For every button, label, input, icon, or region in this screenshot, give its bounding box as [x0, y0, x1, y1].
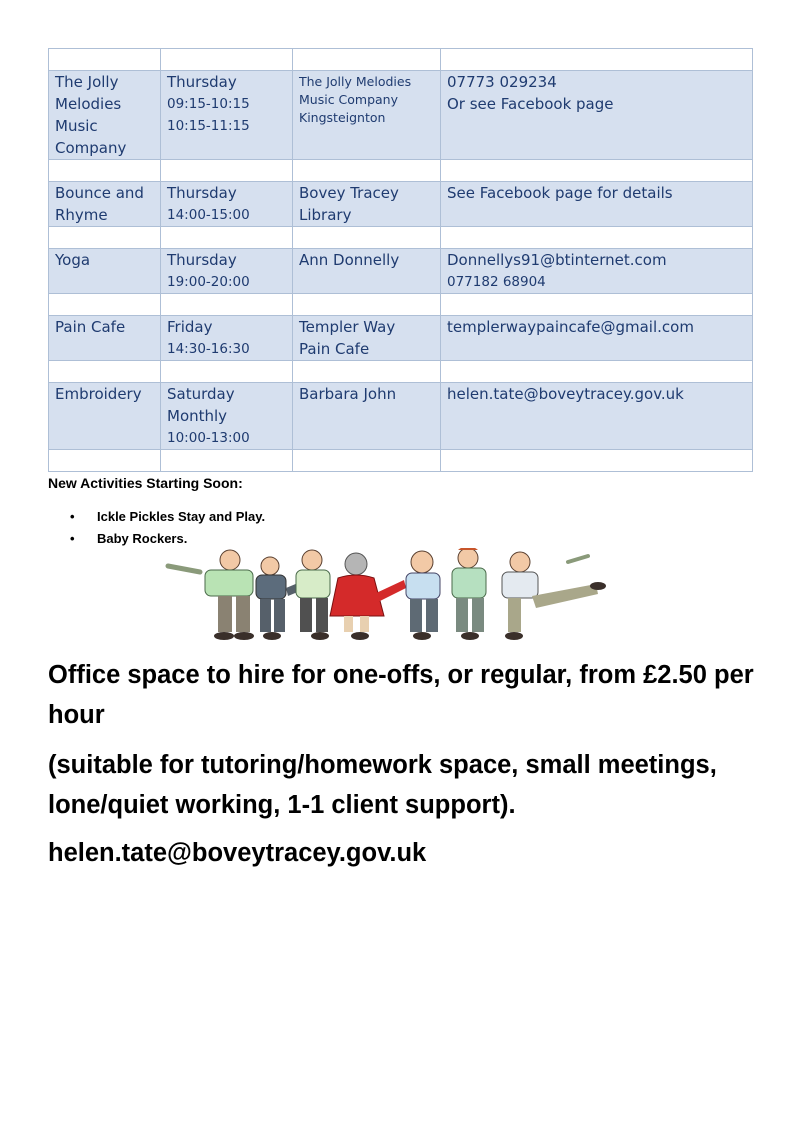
activity-contact-cell: Donnellys91@btinternet.com 077182 68904 — [441, 249, 753, 294]
new-activities-heading: New Activities Starting Soon: — [48, 475, 243, 491]
activity-name-cell: Yoga — [49, 249, 161, 294]
table-spacer-row — [49, 227, 753, 249]
activity-contact-cell: See Facebook page for details — [441, 182, 753, 227]
table-spacer-row — [49, 450, 753, 472]
new-activities-list — [70, 506, 265, 550]
activity-contact-cell: helen.tate@boveytracey.gov.uk — [441, 383, 753, 450]
table-row — [49, 249, 753, 294]
table-row — [49, 383, 753, 450]
activity-contact-cell: 07773 029234 Or see Facebook page — [441, 71, 753, 160]
table-row — [49, 316, 753, 361]
activity-time-cell: Thursday 09:15-10:15 10:15-11:15 — [161, 71, 293, 160]
activity-venue-cell: The Jolly Melodies Music Company Kingsteignton — [293, 71, 441, 160]
activity-venue-cell: Bovey Tracey Library — [293, 182, 441, 227]
activity-time-cell: Saturday Monthly 10:00-13:00 — [161, 383, 293, 450]
dancer-1 — [205, 550, 254, 640]
table-spacer-row — [49, 361, 753, 383]
office-suitability-text: (suitable for tutoring/homework space, small meetings, lone/quiet working, 1-1 client support). — [48, 751, 717, 819]
activity-contact-cell: templerwaypaincafe@gmail.com — [441, 316, 753, 361]
dancer-7 — [502, 552, 606, 632]
list-item: • Ickle Pickles Stay and Play. — [70, 506, 265, 528]
activity-name-cell: Pain Cafe — [49, 316, 161, 361]
table-spacer-row — [49, 294, 753, 316]
dancer-6 — [452, 548, 486, 632]
table-spacer-row — [49, 160, 753, 182]
dancer-3 — [296, 550, 330, 632]
activity-venue-cell: Barbara John — [293, 383, 441, 450]
activity-name-cell: Embroidery — [49, 383, 161, 450]
list-item: • Baby Rockers. — [70, 528, 265, 550]
activity-venue-cell: Templer Way Pain Cafe — [293, 316, 441, 361]
activities-table — [48, 48, 753, 472]
table-row — [49, 182, 753, 227]
activity-time-cell: Thursday 19:00-20:00 — [161, 249, 293, 294]
contact-email: helen.tate@boveytracey.gov.uk — [48, 839, 427, 867]
activity-name-cell: Bounce and Rhyme — [49, 182, 161, 227]
cancan-dancers-illustration — [160, 548, 612, 644]
activity-time-cell: Thursday 14:00-15:00 — [161, 182, 293, 227]
office-hire-text: Office space to hire for one-offs, or regular, from £2.50 per hour — [48, 661, 754, 729]
activity-time-cell: Friday 14:30-16:30 — [161, 316, 293, 361]
dancer-5 — [406, 551, 440, 632]
table-row — [49, 71, 753, 160]
activity-name-cell: The Jolly Melodies Music Company — [49, 71, 161, 160]
dancer-4 — [330, 553, 406, 632]
activity-venue-cell: Ann Donnelly — [293, 249, 441, 294]
table-spacer-row — [49, 49, 753, 71]
